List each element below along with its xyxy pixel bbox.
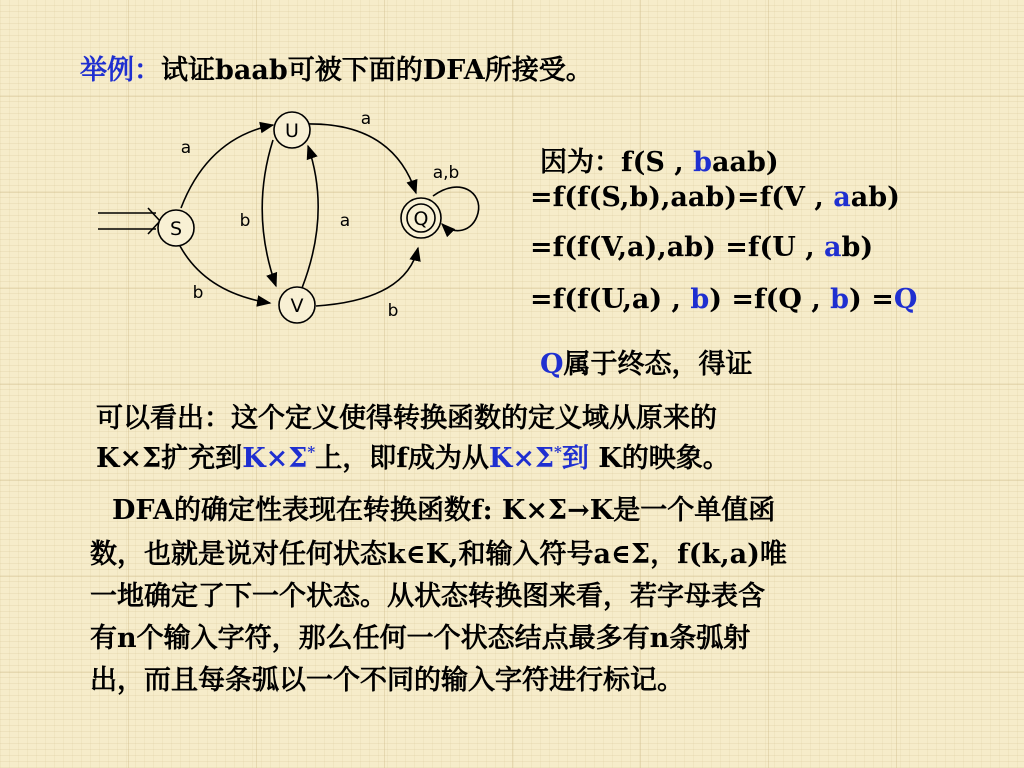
derivation-text: =f(f(V,a),ab) =f(U , [530,232,825,263]
derivation-text: b) [841,232,874,263]
derivation-line-3 [530,232,873,263]
edge-v-q [316,248,418,306]
edge-s-v-label: b [192,283,204,303]
edge-s-u-label: a [180,138,192,158]
derivation-highlight: b [690,284,710,315]
background-tile-line [896,0,897,768]
paragraph-2-line-5: 出，而且每条弧以一个不同的输入字符进行标记。 [90,665,684,696]
derivation-highlight: b [693,147,712,178]
dfa-diagram [88,98,498,348]
paragraph-text: K的映象。 [588,443,730,474]
title-text: 试证baab可被下面的DFA所接受。 [161,55,593,86]
slide-title [80,48,593,87]
edge-u-v-label: b [239,211,251,231]
paragraph-highlight: K×Σ [242,443,308,474]
derivation-line-1 [540,140,779,179]
derivation-text: ab) [850,182,900,213]
paragraph-highlight: * [307,443,316,461]
background-tile-line [768,0,769,768]
paragraph-highlight: 到 [561,443,589,474]
edge-s-u [181,125,273,208]
derivation-highlight: b [830,284,850,315]
paragraph-highlight: K×Σ [488,443,555,474]
edge-v-q-label: b [387,301,399,321]
derivation-line-4 [530,284,917,315]
edge-v-u [302,146,318,288]
derivation-highlight: Q [540,349,564,380]
edge-u-q-label: a [360,109,372,129]
paragraph-2-line-3: 一地确定了下一个状态。从状态转换图来看，若字母表含 [90,581,765,612]
paragraph-2-line-4: 有n个输入字符，那么任何一个状态结点最多有n条弧射 [90,623,751,654]
derivation-highlight: Q [893,284,918,315]
derivation-conclusion [540,342,753,381]
paragraph-2-line-1: DFA的确定性表现在转换函数f: K×Σ→K是一个单值函 [112,495,776,526]
state-q-label: Q [413,208,429,230]
paragraph-1-line-1: 可以看出：这个定义使得转换函数的定义域从原来的 [96,403,717,434]
edge-u-q [308,124,416,193]
paragraph-text: 上，即f成为从 [315,443,489,474]
state-v-label: V [290,295,304,317]
derivation-highlight: a [833,182,851,213]
paragraph-1-line-2 [96,436,730,475]
edge-q-q-label: a,b [432,163,460,183]
derivation-line-2 [530,182,900,213]
derivation-text: 因为：f(S , [540,147,694,178]
paragraph-highlight: * [554,443,562,461]
derivation-text: aab) [711,147,779,178]
state-u-label: U [285,120,299,142]
derivation-text: ) = [849,284,894,315]
state-s-label: S [169,218,183,240]
example-label: 举例： [80,55,161,86]
derivation-text: =f(f(U,a) , [530,284,691,315]
edge-u-v [262,140,276,286]
derivation-text: ) =f(Q , [709,284,831,315]
paragraph-2-line-2: 数，也就是说对任何状态k∈K,和输入符号a∈Σ，f(k,a)唯 [90,539,787,570]
edge-v-u-label: a [339,211,351,231]
paragraph-text: K×Σ扩充到 [96,443,243,474]
derivation-text: 属于终态，得证 [563,349,753,380]
derivation-highlight: a [824,232,842,263]
derivation-text: =f(f(S,b),aab)=f(V , [530,182,834,213]
